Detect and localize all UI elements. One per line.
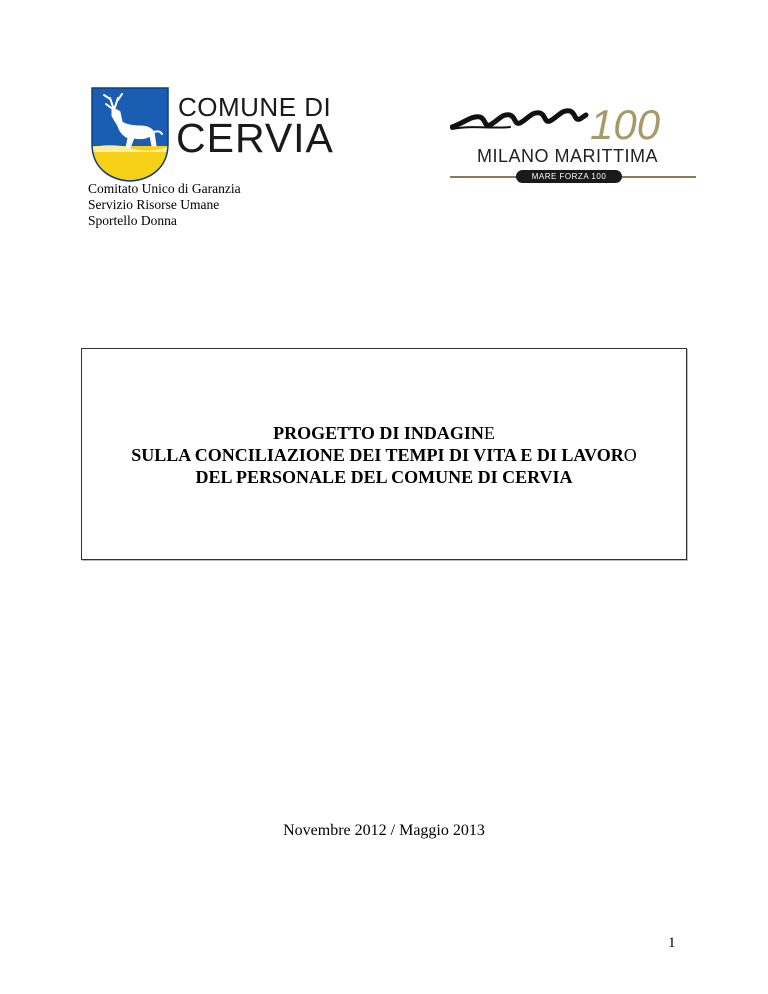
project-title-box <box>81 348 687 560</box>
mm100-number: 100 <box>590 103 661 147</box>
organization-lines <box>88 181 241 229</box>
page-number: 1 <box>668 935 676 951</box>
title-line-2 <box>82 444 686 466</box>
cervia-shield-icon <box>90 86 170 182</box>
title-line-2-main: SULLA CONCILIAZIONE DEI TEMPI DI VITA E DI LAVOR <box>131 445 624 465</box>
date-range: Novembre 2012 / Maggio 2013 <box>283 822 485 839</box>
cervia-logo-line2: CERVIA <box>176 115 334 161</box>
title-line-3: DEL PERSONALE DEL COMUNE DI CERVIA <box>195 467 573 487</box>
mm-logo-title: MILANO MARITTIMA <box>477 146 659 166</box>
mm-logo-badge: MARE FORZA 100 <box>516 170 622 183</box>
mm100-wave-icon <box>450 103 696 147</box>
project-title <box>82 422 686 488</box>
milano-marittima-100-logo <box>450 103 696 183</box>
title-line-1-main: PROGETTO DI INDAGIN <box>273 423 484 443</box>
title-line-1-end: E <box>483 423 495 443</box>
title-line-1 <box>82 422 686 444</box>
org-line-hr-service: Servizio Risorse Umane <box>88 197 220 212</box>
title-line-2-end: O <box>623 445 637 465</box>
org-line-women-desk: Sportello Donna <box>88 213 177 228</box>
cervia-logo-line1: COMUNE DI <box>178 92 332 122</box>
org-line-committee: Comitato Unico di Garanzia <box>88 181 241 196</box>
comune-di-cervia-logo <box>90 86 334 182</box>
